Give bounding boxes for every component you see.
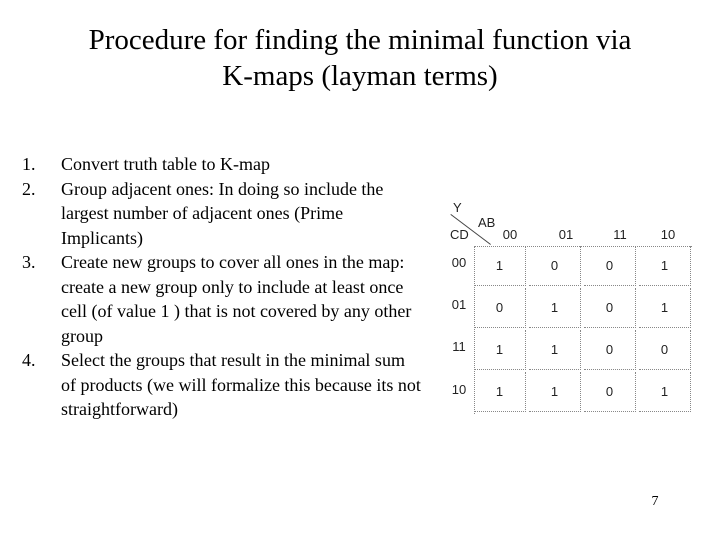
procedure-step	[22, 152, 422, 177]
page-number: 7	[651, 494, 659, 509]
kmap-row-header: 01	[451, 297, 467, 312]
slide-title-line-2: K-maps (layman terms)	[222, 60, 498, 92]
procedure-steps-list	[22, 152, 422, 422]
procedure-step	[22, 348, 422, 422]
kmap-cell: 1	[474, 330, 526, 370]
kmap-cell: 1	[639, 246, 691, 286]
step-text: Select the groups that result in the minimal sum of products (we will formalize this because its not straightforward)	[61, 350, 421, 419]
step-text: Group adjacent ones: In doing so include the largest number of adjacent ones (Prime Implicants)	[61, 178, 384, 248]
step-number: 2.	[22, 178, 36, 199]
kmap-cell: 0	[584, 288, 636, 328]
kmap-cell: 1	[474, 246, 526, 286]
kmap-cell: 0	[584, 330, 636, 370]
step-number: 1.	[22, 154, 36, 174]
kmap-column-header: 11	[613, 227, 627, 242]
kmap-cell: 1	[529, 330, 581, 370]
kmap-cell: 0	[529, 246, 581, 286]
kmap-cell: 1	[474, 372, 526, 412]
kmap-row-header: 10	[451, 382, 467, 397]
kmap-cell: 1	[529, 372, 581, 412]
kmap-cell: 0	[584, 246, 636, 286]
kmap-output-label: Y	[453, 200, 462, 215]
kmap-row-header: 11	[452, 339, 466, 354]
slide-title	[0, 22, 720, 94]
kmap-row-variable-label: CD	[450, 227, 469, 242]
kmap-row-header: 00	[451, 255, 467, 270]
step-text: Create new groups to cover all ones in the map: create a new group only to include at least once cell (of value 1 ) that is not covered by any other group	[61, 252, 412, 346]
kmap-cell: 0	[639, 330, 691, 370]
step-text: Convert truth table to K-map	[61, 154, 270, 174]
procedure-step	[22, 177, 422, 251]
kmap-cell: 0	[584, 372, 636, 412]
step-number: 3.	[22, 252, 36, 272]
slide-title-line-1: Procedure for finding the minimal function via	[88, 24, 632, 56]
kmap-cell: 1	[639, 372, 691, 412]
kmap-column-header: 01	[558, 227, 574, 242]
step-number: 4.	[22, 350, 36, 370]
kmap-cell: 1	[529, 288, 581, 328]
kmap-column-header: 00	[502, 227, 518, 242]
karnaugh-map	[447, 200, 692, 414]
kmap-column-header: 10	[660, 227, 676, 242]
procedure-step	[22, 250, 422, 348]
kmap-grid	[474, 246, 692, 414]
kmap-cell: 0	[474, 288, 526, 328]
kmap-cell: 1	[639, 288, 691, 328]
kmap-column-variable-label: AB	[478, 215, 496, 230]
